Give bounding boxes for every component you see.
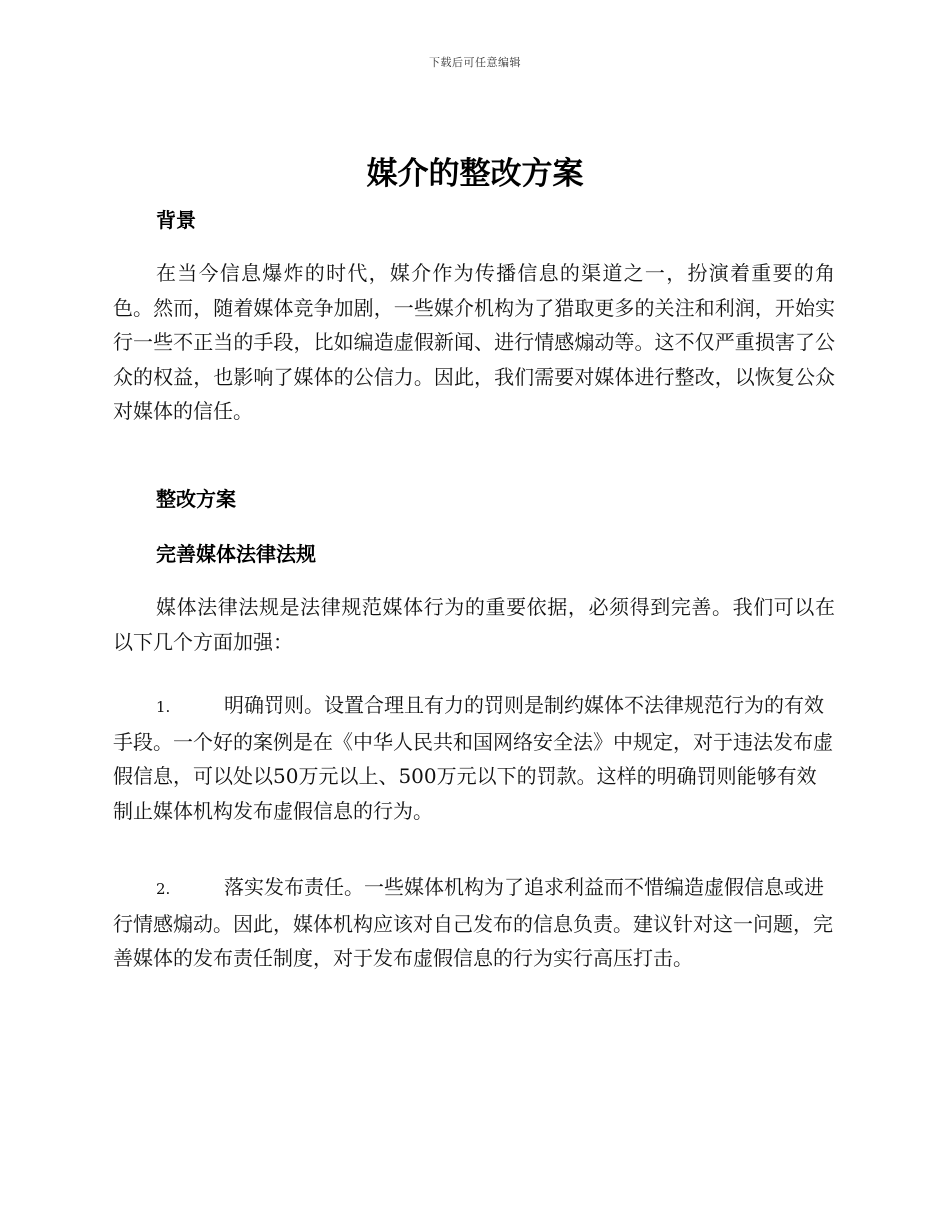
list-item-number: 2.	[156, 880, 171, 898]
section-heading-law: 完善媒体法律法规	[156, 542, 316, 566]
list-item-2-block	[113, 870, 835, 976]
list-item	[113, 870, 835, 976]
background-paragraph-block	[113, 256, 835, 429]
list-item-1-block	[113, 688, 835, 828]
section-heading-background: 背景	[156, 208, 196, 232]
law-paragraph: 媒体法律法规是法律规范媒体行为的重要依据，必须得到完善。我们可以在以下几个方面加强：	[113, 595, 835, 654]
list-item-number: 1.	[156, 698, 171, 716]
background-paragraph: 在当今信息爆炸的时代，媒介作为传播信息的渠道之一，扮演着重要的角色。然而，随着媒体竞争加剧，一些媒介机构为了猎取更多的关注和利润，开始实行一些不正当的手段，比如编造虚假新闻、进行情感煽动等。这不仅严重损害了公众的权益，也影响了媒体的公信力。因此，我们需要对媒体进行整改，以恢复公众对媒体的信任。	[113, 261, 835, 423]
list-item-text: 落实发布责任。一些媒体机构为了追求利益而不惜编造虚假信息或进行情感煽动。因此，媒体机构应该对自己发布的信息负责。建议针对这一问题，完善媒体的发布责任制度，对于发布虚假信息的行为实行高压打击。	[113, 875, 833, 970]
list-item-text: 明确罚则。设置合理且有力的罚则是制约媒体不法律规范行为的有效手段。一个好的案例是在《中华人民共和国网络安全法》中规定，对于违法发布虚假信息，可以处以50万元以上、500万元以下的罚款。这样的明确罚则能够有效制止媒体机构发布虚假信息的行为。	[113, 693, 833, 823]
document-title: 媒介的整改方案	[366, 156, 584, 192]
list-item	[113, 688, 835, 828]
section-heading-plan: 整改方案	[156, 487, 236, 511]
law-paragraph-block	[113, 590, 835, 659]
page-header-note: 下载后可任意编辑	[429, 56, 521, 69]
